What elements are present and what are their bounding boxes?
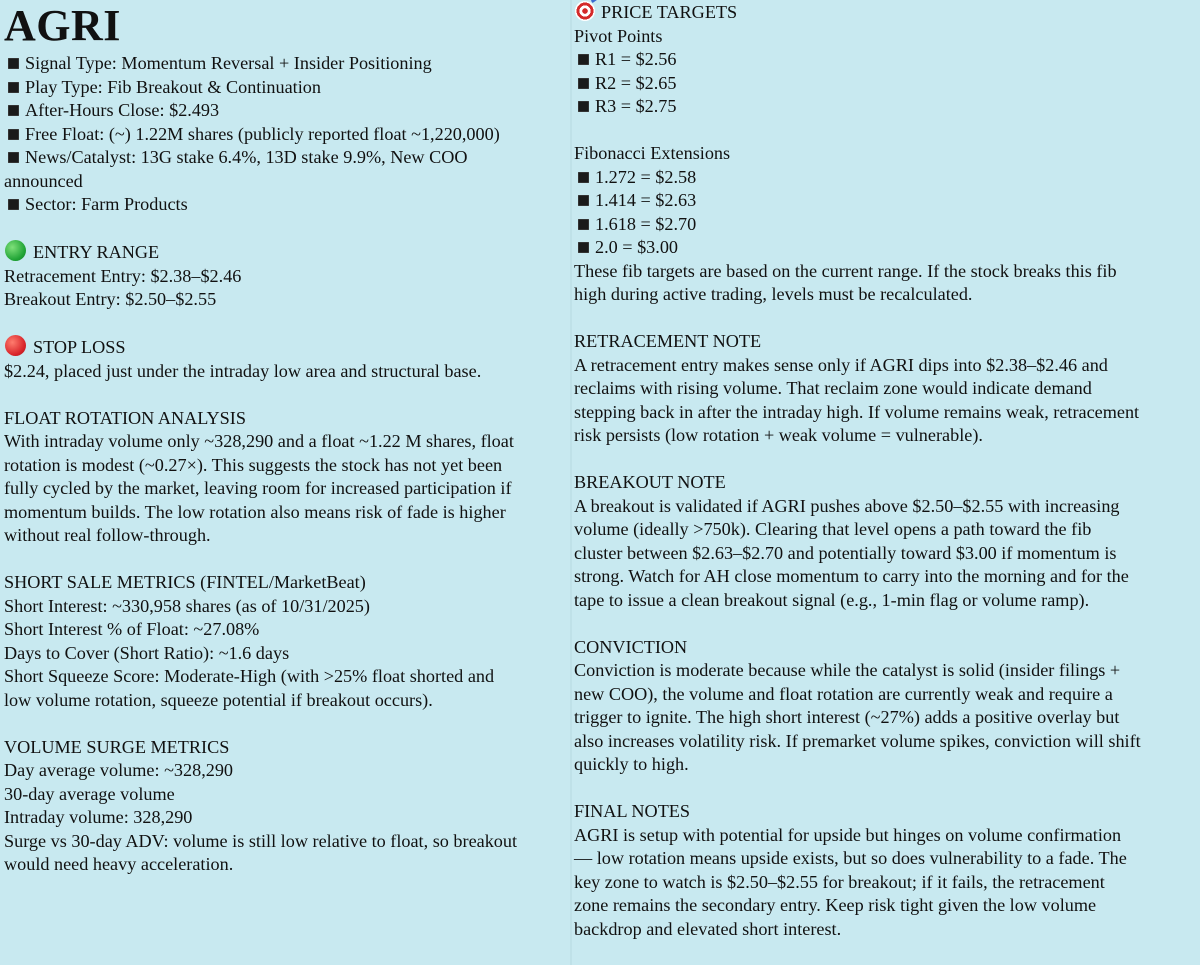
fib-1272: 1.272 = $2.58 [574,166,1200,190]
square-bullet-icon [8,199,19,210]
paragraph-line: also increases volatility risk. If premarket volume spikes, conviction will shift [574,730,1141,751]
square-bullet-icon [578,242,589,253]
paragraph-line: volume (ideally >750k). Clearing that level opens a path toward the fib [574,519,1092,539]
stop-loss-text: $2.24, placed just under the intraday low area and structural base. [4,360,482,381]
play-type-line: Play Type: Fib Breakout & Continuation [4,76,570,100]
fib-note-line: high during active trading, levels must be recalculated. [574,284,973,304]
pivot-r3: R3 = $2.75 [574,95,1200,119]
square-bullet-icon [8,58,19,69]
paragraph-line: trigger to ignite. The high short interest (~27%) adds a positive overlay but [574,707,1120,727]
float-rotation-section [4,407,570,548]
breakout-note-section [574,471,1200,612]
paragraph-line: zone remains the secondary entry. Keep risk tight given the low volume [574,895,1097,915]
short-sale-heading: SHORT SALE METRICS (FINTEL/MarketBeat) [4,572,366,592]
fib-note-line: These fib targets are based on the current range. If the stock breaks this fib [574,260,1117,281]
short-sale-section [4,571,570,712]
paragraph-line: cluster between $2.63–$2.70 and potentially toward $3.00 if momentum is [574,542,1117,563]
square-bullet-icon [578,172,589,183]
after-hours-close-line: After-Hours Close: $2.493 [4,99,570,123]
fibonacci-heading: Fibonacci Extensions [574,143,731,163]
pivot-points-heading: Pivot Points [574,25,663,46]
square-bullet-icon [8,152,19,163]
stop-loss-section [4,335,570,383]
square-bullet-icon [8,129,19,140]
short-interest-pct-line: Short Interest % of Float: ~27.08% [4,619,260,639]
entry-range-section [4,240,570,312]
paragraph-line: key zone to watch is $2.50–$2.55 for breakout; if it fails, the retracement [574,871,1105,892]
paragraph-line: With intraday volume only ~328,290 and a float ~1.22 M shares, float [4,431,514,451]
sector-line: Sector: Farm Products [4,193,570,217]
stop-loss-heading: STOP LOSS [4,335,570,360]
retracement-entry-line: Retracement Entry: $2.38–$2.46 [4,265,242,286]
paragraph-line: — low rotation means upside exists, but so does vulnerability to a fade. The [574,848,1127,868]
paragraph-line: A breakout is validated if AGRI pushes above $2.50–$2.55 with increasing [574,495,1120,516]
squeeze-score-line: Short Squeeze Score: Moderate-High (with >25% float shorted and [4,666,495,686]
square-bullet-icon [578,78,589,89]
news-catalyst-continuation: announced [4,170,83,191]
day-average-volume-line: Day average volume: ~328,290 [4,760,234,780]
short-interest-line: Short Interest: ~330,958 shares (as of 10/31/2025) [4,595,370,616]
paragraph-line: fully cycled by the market, leaving room for increased participation if [4,478,512,498]
square-bullet-icon [8,105,19,116]
entry-range-heading: ENTRY RANGE [4,240,570,265]
ticker-title: AGRI [4,1,121,50]
paragraph-line: Conviction is moderate because while the catalyst is solid (insider filings + [574,660,1121,680]
retracement-note-heading: RETRACEMENT NOTE [574,331,762,351]
surge-continuation: would need heavy acceleration. [4,854,234,874]
paragraph-line: quickly to high. [574,754,689,774]
pivot-r2: R2 = $2.65 [574,72,1200,96]
breakout-note-heading: BREAKOUT NOTE [574,472,726,492]
paragraph-line: momentum builds. The low rotation also means risk of fade is higher [4,501,506,522]
paragraph-line: reclaims with rising volume. That reclaim zone would indicate demand [574,378,1092,398]
news-catalyst-line: News/Catalyst: 13G stake 6.4%, 13D stake 9.9%, New COO [4,146,570,170]
signal-type-line: Signal Type: Momentum Reversal + Insider Positioning [4,52,570,76]
paragraph-line: AGRI is setup with potential for upside but hinges on volume confirmation [574,824,1122,845]
paragraph-line: tape to issue a clean breakout signal (e.g., 1-min flag or volume ramp). [574,589,1090,610]
target-icon [575,1,595,21]
fib-1618: 1.618 = $2.70 [574,213,1200,237]
header-bullets [4,52,570,217]
square-bullet-icon [578,195,589,206]
fib-1414: 1.414 = $2.63 [574,189,1200,213]
paragraph-line: without real follow-through. [4,525,211,545]
paragraph-line: new COO), the volume and float rotation are currently weak and require a [574,683,1113,704]
squeeze-score-continuation: low volume rotation, squeeze potential if breakout occurs). [4,689,433,710]
intraday-volume-line: Intraday volume: 328,290 [4,807,193,827]
paragraph-line: rotation is modest (~0.27×). This suggests the stock has not yet been [4,454,503,475]
price-targets-heading: PRICE TARGETS [574,1,1200,25]
breakout-entry-line: Breakout Entry: $2.50–$2.55 [4,289,217,309]
left-column [4,0,570,877]
square-bullet-icon [578,101,589,112]
square-bullet-icon [578,219,589,230]
paragraph-line: backdrop and elevated short interest. [574,918,842,939]
column-divider [570,0,572,965]
pivot-r1: R1 = $2.56 [574,48,1200,72]
square-bullet-icon [578,54,589,65]
paragraph-line: strong. Watch for AH close momentum to carry into the morning and for the [574,566,1129,586]
final-notes-section [574,800,1200,941]
red-circle-icon [5,335,26,356]
volume-surge-heading: VOLUME SURGE METRICS [4,736,230,757]
volume-surge-section [4,736,570,877]
thirty-day-average-line: 30-day average volume [4,783,175,804]
final-notes-heading: FINAL NOTES [574,801,691,821]
conviction-heading: CONVICTION [574,636,688,657]
square-bullet-icon [8,82,19,93]
paragraph-line: risk persists (low rotation + weak volume = vulnerable). [574,425,983,445]
retracement-note-section [574,330,1200,448]
days-to-cover-line: Days to Cover (Short Ratio): ~1.6 days [4,642,290,663]
paragraph-line: stepping back in after the intraday high. If volume remains weak, retracement [574,401,1140,422]
green-circle-icon [5,240,26,261]
float-rotation-heading: FLOAT ROTATION ANALYSIS [4,407,246,428]
fib-20: 2.0 = $3.00 [574,236,1200,260]
free-float-line: Free Float: (~) 1.22M shares (publicly reported float ~1,220,000) [4,123,570,147]
paragraph-line: A retracement entry makes sense only if AGRI dips into $2.38–$2.46 and [574,354,1108,375]
right-column [574,1,1200,941]
conviction-section [574,636,1200,777]
surge-line: Surge vs 30-day ADV: volume is still low relative to float, so breakout [4,830,518,851]
price-targets-section [574,1,1200,307]
